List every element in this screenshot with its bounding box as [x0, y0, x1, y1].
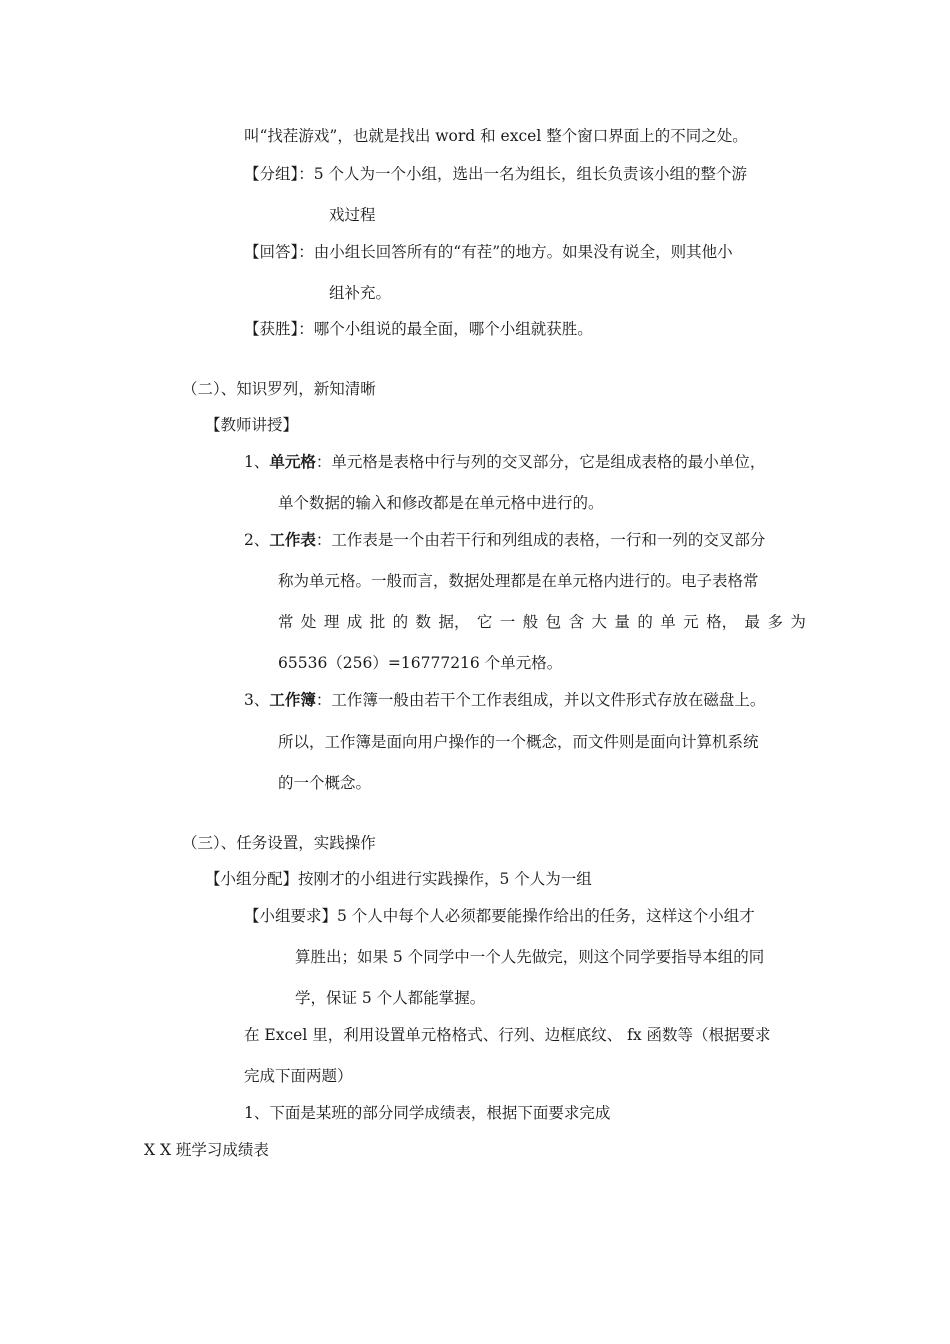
- item-text: ：单元格是表格中行与列的交叉部分，它是组成表格的最小单位，: [315, 453, 766, 471]
- justified-glyph: 为: [790, 613, 806, 631]
- item-workbook: [244, 690, 765, 710]
- excel-instruction: 在 Excel 里，利用设置单元格格式、行列、边框底纹、 fx 函数等（根据要求: [244, 1026, 771, 1044]
- item-number: 2、: [244, 531, 270, 549]
- item-worksheet-continued: 称为单元格。一般而言，数据处理都是在单元格内进行的。电子表格常: [278, 572, 759, 590]
- justified-glyph: 格，: [706, 613, 738, 631]
- group-rule: [244, 164, 747, 184]
- justified-glyph: 的: [637, 613, 653, 631]
- item-text: ：工作簿一般由若干个工作表组成，并以文件形式存放在磁盘上。: [315, 691, 766, 709]
- justified-glyph: 量: [614, 613, 630, 631]
- answer-rule: [244, 242, 733, 262]
- item-number: 3、: [244, 691, 270, 709]
- item-term: 单元格: [269, 452, 316, 471]
- table-title: X X 班学习成绩表: [144, 1141, 269, 1159]
- justified-glyph: 包: [545, 613, 562, 631]
- group-label: 【分组】：: [244, 165, 314, 183]
- item-term: 工作表: [269, 530, 316, 549]
- justified-glyph: 最: [744, 613, 761, 631]
- item-worksheet: [244, 530, 765, 550]
- assign-text: 按刚才的小组进行实践操作，5 个人为一组: [298, 870, 592, 888]
- answer-text-continued: 组补充。: [329, 284, 392, 302]
- justified-glyph: 数: [415, 613, 432, 631]
- justified-glyph: 般: [522, 613, 539, 631]
- justified-glyph: 大: [591, 613, 607, 631]
- assign-label: 【小组分配】: [205, 870, 299, 888]
- teacher-label: 【教师讲授】: [205, 416, 299, 434]
- require-text-continued: 算胜出；如果 5 个同学中一个人先做完，则这个同学要指导本组的同: [295, 948, 765, 966]
- justified-glyph: 成: [346, 613, 363, 631]
- justified-glyph: 元: [683, 613, 699, 631]
- section2-heading: （二）、知识罗列，新知清晰: [182, 380, 376, 398]
- item-workbook-continued: 所以，工作簿是面向用户操作的一个概念，而文件则是面向计算机系统: [278, 733, 759, 751]
- require-text: 5 个人中每个人必须都要能操作给出的任务，这样这个小组才: [337, 907, 755, 925]
- justified-glyph: 据，: [438, 613, 470, 631]
- justified-glyph: 处: [300, 613, 317, 631]
- item-text: ：工作表是一个由若干行和列组成的表格，一行和一列的交叉部分: [315, 531, 766, 549]
- justified-glyph: 含: [568, 613, 585, 631]
- item-cell-continued: 单个数据的输入和修改都是在单元格中进行的。: [278, 494, 604, 512]
- justified-glyph: 的: [392, 613, 409, 631]
- require-text-end: 学，保证 5 个人都能掌握。: [295, 989, 486, 1007]
- answer-label: 【回答】：: [244, 243, 314, 261]
- justified-glyph: 多: [767, 613, 783, 631]
- win-label: 【获胜】：: [244, 320, 314, 338]
- justified-glyph: 批: [369, 613, 386, 631]
- item-term: 工作簿: [269, 690, 316, 709]
- group-require: [244, 906, 755, 926]
- win-rule: [244, 319, 593, 339]
- group-text-continued: 戏过程: [329, 206, 376, 224]
- item-number: 1、: [244, 453, 270, 471]
- justified-glyph: 它: [476, 613, 493, 631]
- require-label: 【小组要求】: [244, 907, 338, 925]
- intro-line: 叫“找茬游戏”，也就是找出 word 和 excel 整个窗口界面上的不同之处。: [244, 127, 748, 145]
- group-assign: [205, 869, 592, 889]
- item-worksheet-cells: 65536（256）=16777216 个单元格。: [278, 654, 563, 672]
- item-cell: [244, 452, 765, 472]
- excel-instruction-continued: 完成下面两题）: [244, 1067, 353, 1085]
- task-one: 1、下面是某班的部分同学成绩表，根据下面要求完成: [244, 1104, 611, 1122]
- item-worksheet-justified: [278, 612, 806, 632]
- win-text: 哪个小组说的最全面，哪个小组就获胜。: [313, 320, 593, 338]
- answer-text: 由小组长回答所有的“有茬”的地方。如果没有说全，则其他小: [313, 243, 733, 261]
- item-workbook-end: 的一个概念。: [278, 774, 372, 792]
- group-text: 5 个人为一个小组，选出一名为组长，组长负责该小组的整个游: [313, 165, 748, 183]
- justified-glyph: 理: [323, 613, 340, 631]
- justified-glyph: 单: [660, 613, 676, 631]
- section3-heading: （三）、任务设置，实践操作: [182, 834, 376, 852]
- justified-glyph: 一: [499, 613, 516, 631]
- justified-glyph: 常: [278, 613, 294, 631]
